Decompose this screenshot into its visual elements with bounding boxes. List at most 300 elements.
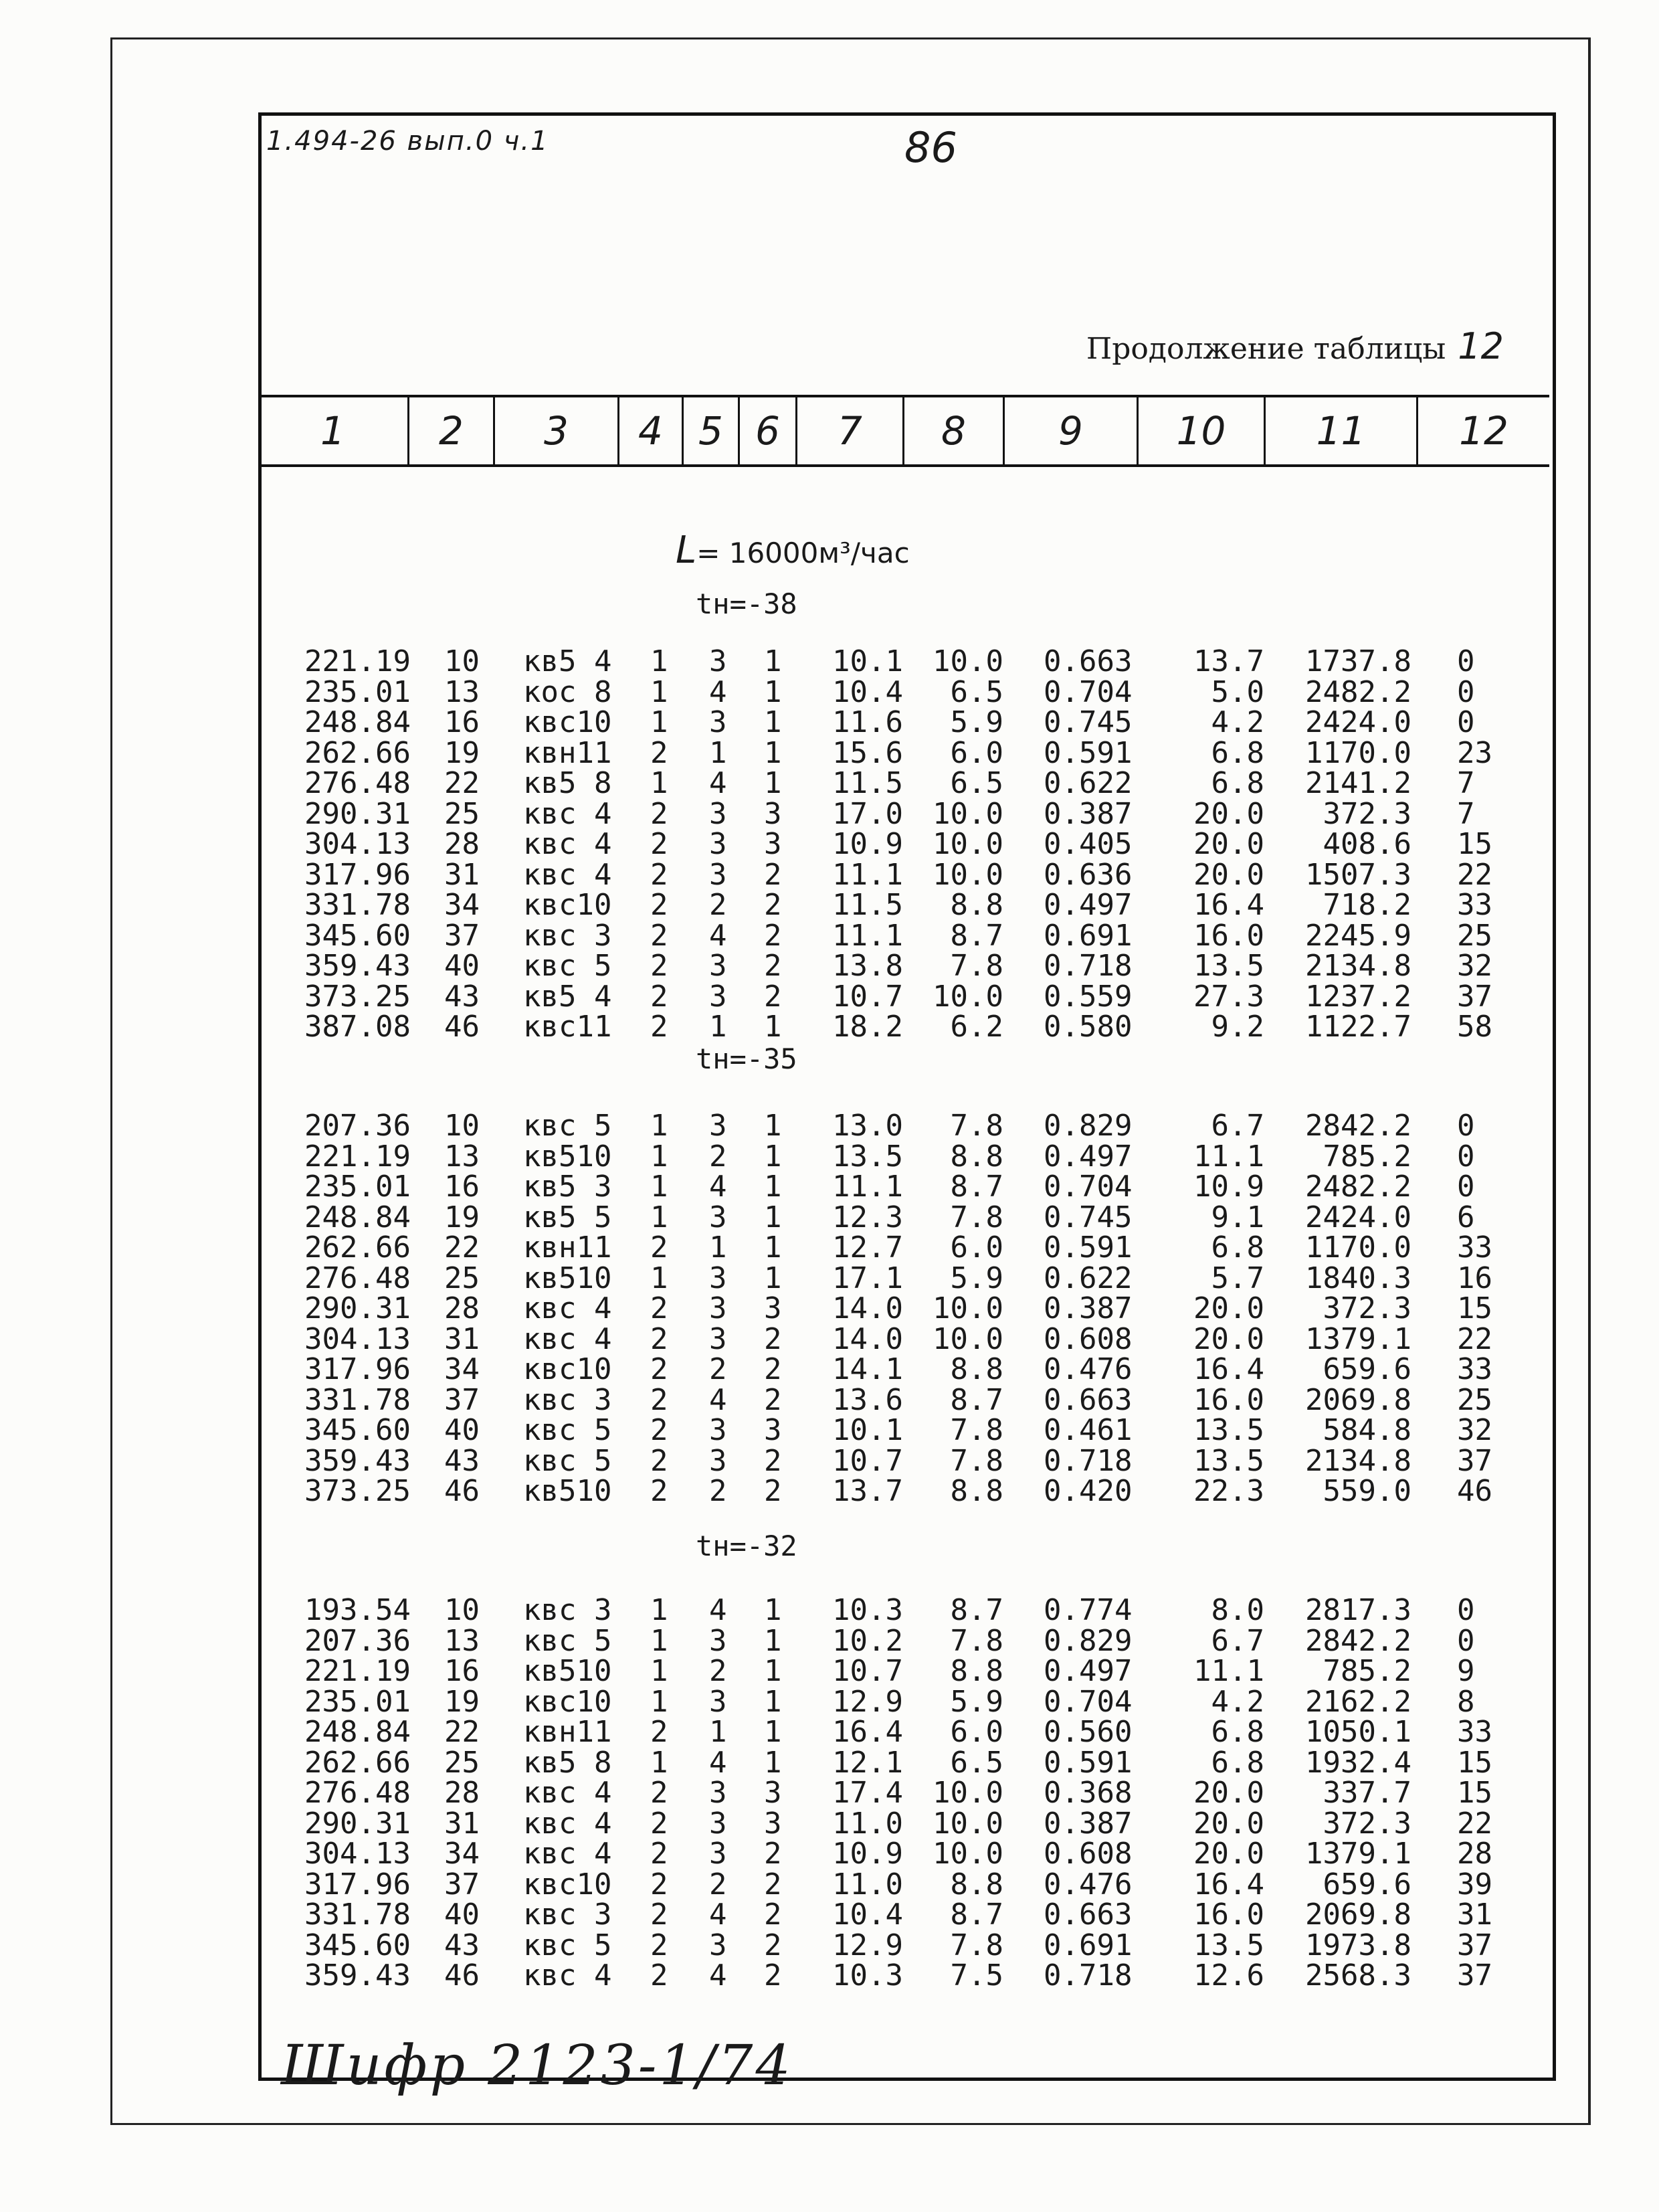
table-row: [0, 1778, 1659, 1809]
air-flow-label: [676, 529, 910, 572]
table-cell: 304.13: [304, 827, 411, 861]
table-cell: 0.691: [1044, 1928, 1133, 1962]
table-cell: 22: [444, 766, 480, 800]
table-cell: 2: [709, 1352, 727, 1386]
table-cell: 2: [764, 1474, 782, 1508]
table-cell: 16.4: [832, 1715, 903, 1749]
table-number: 12: [1458, 325, 1504, 367]
table-cell: 4.2: [1211, 705, 1264, 739]
table-cell: 0.497: [1044, 888, 1133, 922]
table-cell: 2: [764, 1928, 782, 1962]
table-cell: 4: [709, 1382, 727, 1417]
table-cell: 34: [444, 1837, 480, 1871]
table-cell: квс 4: [523, 1321, 612, 1356]
table-cell: 13.5: [832, 1139, 903, 1174]
table-cell: 0.704: [1044, 674, 1133, 709]
table-cell: 8.7: [950, 1382, 1003, 1417]
column-header: 6: [740, 397, 797, 464]
table-cell: 10.7: [832, 979, 903, 1014]
table-cell: 3: [709, 1928, 727, 1962]
table-cell: 2: [650, 888, 668, 922]
table-cell: 28: [444, 827, 480, 861]
table-cell: 2: [650, 1443, 668, 1478]
table-cell: 2141.2: [1305, 766, 1411, 800]
table-cell: 20.0: [1193, 1321, 1264, 1356]
table-cell: 0.368: [1044, 1776, 1133, 1810]
table-cell: 22: [1457, 1806, 1492, 1841]
table-cell: 2: [650, 1321, 668, 1356]
table-cell: 584.8: [1323, 1413, 1411, 1447]
table-cell: 1122.7: [1305, 1010, 1411, 1044]
table-cell: 37: [1457, 1443, 1492, 1478]
table-cell: 408.6: [1323, 827, 1411, 861]
table-cell: 16: [444, 1654, 480, 1688]
table-cell: 10.0: [933, 1776, 1003, 1810]
table-cell: 2069.8: [1305, 1898, 1411, 1932]
table-cell: 262.66: [304, 1745, 411, 1780]
table-cell: 0.663: [1044, 1382, 1133, 1417]
table-cell: 1237.2: [1305, 979, 1411, 1014]
table-cell: 16.0: [1193, 918, 1264, 953]
table-cell: 3: [764, 1776, 782, 1810]
table-cell: 718.2: [1323, 888, 1411, 922]
table-cell: 2817.3: [1305, 1593, 1411, 1627]
column-header: 2: [409, 397, 495, 464]
table-cell: 0.718: [1044, 1443, 1133, 1478]
table-cell: 0.829: [1044, 1109, 1133, 1143]
table-cell: 4: [709, 1593, 727, 1627]
table-cell: 8.7: [950, 1593, 1003, 1627]
table-cell: 25: [444, 1261, 480, 1295]
table-cell: 11.1: [832, 1170, 903, 1204]
table-cell: 221.19: [304, 1139, 411, 1174]
table-cell: квн11: [523, 1715, 612, 1749]
table-cell: 16.4: [1193, 1352, 1264, 1386]
table-row: [0, 1684, 1659, 1719]
table-row: [0, 768, 1659, 799]
table-cell: 7.8: [950, 949, 1003, 983]
table-cell: 0: [1457, 1623, 1475, 1658]
table-cell: 3: [709, 1200, 727, 1234]
table-cell: 11.0: [832, 1867, 903, 1902]
table-cell: 3: [709, 979, 727, 1014]
table-cell: 19: [444, 735, 480, 770]
table-cell: 13.5: [1193, 1928, 1264, 1962]
table-cell: квс 4: [523, 857, 612, 892]
table-cell: 10.2: [832, 1623, 903, 1658]
table-cell: 2134.8: [1305, 949, 1411, 983]
table-cell: 2069.8: [1305, 1382, 1411, 1417]
table-cell: 2: [764, 1321, 782, 1356]
table-cell: 20.0: [1193, 1291, 1264, 1325]
table-row: [0, 857, 1659, 892]
table-cell: 6.8: [1211, 1715, 1264, 1749]
table-cell: 0.387: [1044, 796, 1133, 831]
table-cell: 1: [764, 1593, 782, 1627]
table-cell: 5.9: [950, 1261, 1003, 1295]
table-cell: 1: [764, 674, 782, 709]
table-cell: 2: [709, 1474, 727, 1508]
table-cell: 3: [709, 949, 727, 983]
table-cell: 221.19: [304, 644, 411, 678]
table-cell: 1: [650, 1593, 668, 1627]
table-cell: 10.3: [832, 1593, 903, 1627]
table-cell: 1: [764, 1623, 782, 1658]
table-cell: квс 4: [523, 1806, 612, 1841]
table-row: [0, 1839, 1659, 1869]
table-cell: 12.9: [832, 1928, 903, 1962]
table-cell: 0.591: [1044, 1230, 1133, 1265]
table-cell: 25: [1457, 918, 1492, 953]
table-cell: 317.96: [304, 1867, 411, 1902]
table-cell: кв5 3: [523, 1170, 612, 1204]
table-cell: 1: [650, 1109, 668, 1143]
table-cell: 16: [444, 705, 480, 739]
table-cell: 0.745: [1044, 705, 1133, 739]
table-cell: 3: [709, 1321, 727, 1356]
table-cell: 1170.0: [1305, 735, 1411, 770]
table-cell: 19: [444, 1684, 480, 1719]
table-cell: 0.405: [1044, 827, 1133, 861]
table-row: [0, 1382, 1659, 1417]
table-cell: 2: [764, 1958, 782, 1993]
table-cell: 23: [1457, 735, 1492, 770]
table-cell: 7.8: [950, 1443, 1003, 1478]
table-cell: 20.0: [1193, 796, 1264, 831]
table-cell: квс 5: [523, 949, 612, 983]
table-cell: 276.48: [304, 1261, 411, 1295]
table-cell: 0.591: [1044, 735, 1133, 770]
table-cell: 0.718: [1044, 1958, 1133, 1993]
table-cell: 785.2: [1323, 1654, 1411, 1688]
table-cell: 17.1: [832, 1261, 903, 1295]
table-cell: 3: [709, 1806, 727, 1841]
table-cell: 7: [1457, 796, 1475, 831]
table-cell: 11.1: [832, 857, 903, 892]
table-cell: 20.0: [1193, 1837, 1264, 1871]
table-cell: 6.7: [1211, 1109, 1264, 1143]
table-cell: 10.0: [933, 796, 1003, 831]
table-cell: 10.1: [832, 644, 903, 678]
table-cell: 1: [764, 1715, 782, 1749]
table-cell: квс 5: [523, 1443, 612, 1478]
table-cell: квс 4: [523, 796, 612, 831]
table-cell: 32: [1457, 949, 1492, 983]
table-row: [0, 1623, 1659, 1658]
column-header: 1: [258, 397, 409, 464]
table-cell: 2: [709, 1867, 727, 1902]
table-cell: кв5 8: [523, 766, 612, 800]
table-cell: 37: [444, 918, 480, 953]
table-cell: 13.5: [1193, 949, 1264, 983]
table-row: [0, 1717, 1659, 1748]
table-row: [0, 1202, 1659, 1233]
table-cell: кв5 4: [523, 644, 612, 678]
column-header: 10: [1139, 397, 1266, 464]
table-cell: 1: [764, 1261, 782, 1295]
table-cell: 317.96: [304, 1352, 411, 1386]
table-cell: 0.622: [1044, 1261, 1133, 1295]
table-cell: 13.8: [832, 949, 903, 983]
table-cell: 3: [709, 1261, 727, 1295]
table-cell: 3: [709, 1413, 727, 1447]
table-cell: квс10: [523, 1867, 612, 1902]
table-cell: 8.7: [950, 1898, 1003, 1932]
table-cell: 1: [650, 1139, 668, 1174]
table-cell: 8.7: [950, 1170, 1003, 1204]
table-cell: 2: [764, 857, 782, 892]
table-cell: квс10: [523, 705, 612, 739]
table-cell: 193.54: [304, 1593, 411, 1627]
table-cell: 0.718: [1044, 949, 1133, 983]
table-cell: квс 3: [523, 1382, 612, 1417]
table-cell: 0.691: [1044, 918, 1133, 953]
table-cell: 2: [764, 1382, 782, 1417]
table-cell: 10.9: [1193, 1170, 1264, 1204]
table-cell: 14.1: [832, 1352, 903, 1386]
table-cell: 331.78: [304, 888, 411, 922]
table-cell: 11.5: [832, 888, 903, 922]
section-title: tн=-32: [696, 1530, 797, 1562]
continuation-label: Продолжение таблицы: [1086, 332, 1446, 366]
table-cell: 7.5: [950, 1958, 1003, 1993]
table-cell: 2482.2: [1305, 674, 1411, 709]
table-cell: 16.4: [1193, 888, 1264, 922]
table-cell: 10: [444, 1593, 480, 1627]
table-cell: 221.19: [304, 1654, 411, 1688]
table-cell: 6.0: [950, 1230, 1003, 1265]
table-cell: 2: [650, 1715, 668, 1749]
table-cell: 1: [764, 1170, 782, 1204]
table-cell: 8.8: [950, 1139, 1003, 1174]
flow-value: = 16000м³/час: [696, 537, 910, 569]
table-cell: 0.663: [1044, 644, 1133, 678]
table-cell: 0.774: [1044, 1593, 1133, 1627]
table-cell: 2: [650, 827, 668, 861]
table-cell: 0.636: [1044, 857, 1133, 892]
table-cell: 6.5: [950, 766, 1003, 800]
table-cell: 359.43: [304, 1958, 411, 1993]
table-cell: 0.663: [1044, 1898, 1133, 1932]
table-cell: кв510: [523, 1654, 612, 1688]
table-cell: 10.4: [832, 674, 903, 709]
table-cell: 6: [1457, 1200, 1475, 1234]
table-cell: 3: [709, 857, 727, 892]
table-cell: 0: [1457, 674, 1475, 709]
table-cell: 6.5: [950, 674, 1003, 709]
table-cell: 1: [650, 1745, 668, 1780]
table-row: [0, 1869, 1659, 1900]
table-cell: 43: [444, 1443, 480, 1478]
table-cell: 40: [444, 1898, 480, 1932]
table-cell: 28: [444, 1291, 480, 1325]
table-cell: 2: [709, 1654, 727, 1688]
table-cell: квс 4: [523, 1958, 612, 1993]
table-cell: 304.13: [304, 1321, 411, 1356]
table-cell: кос 8: [523, 674, 612, 709]
table-cell: 14.0: [832, 1291, 903, 1325]
table-cell: 16: [1457, 1261, 1492, 1295]
table-cell: 2: [650, 735, 668, 770]
table-cell: 0.497: [1044, 1139, 1133, 1174]
table-cell: 2: [650, 1776, 668, 1810]
table-cell: квн11: [523, 1230, 612, 1265]
table-cell: 9.2: [1211, 1010, 1264, 1044]
table-cell: 345.60: [304, 1928, 411, 1962]
table-cell: квс11: [523, 1010, 612, 1044]
table-cell: 2: [650, 1928, 668, 1962]
table-cell: 28: [444, 1776, 480, 1810]
table-cell: 46: [444, 1474, 480, 1508]
table-cell: 5.9: [950, 705, 1003, 739]
column-header: 8: [904, 397, 1005, 464]
table-cell: квс10: [523, 1352, 612, 1386]
table-cell: 0.622: [1044, 766, 1133, 800]
table-row: [0, 1415, 1659, 1446]
table-cell: 1: [709, 735, 727, 770]
table-cell: 13.7: [832, 1474, 903, 1508]
table-cell: 2: [764, 949, 782, 983]
table-cell: квн11: [523, 735, 612, 770]
table-cell: 2: [764, 1352, 782, 1386]
column-header: 12: [1459, 408, 1508, 454]
table-cell: 15.6: [832, 735, 903, 770]
table-cell: квс 3: [523, 1593, 612, 1627]
table-row: [0, 1656, 1659, 1687]
table-cell: 2: [764, 979, 782, 1014]
table-cell: 6.8: [1211, 735, 1264, 770]
table-row: [0, 829, 1659, 860]
table-continuation-title: [1086, 325, 1504, 367]
table-cell: 1: [764, 1654, 782, 1688]
table-row: [0, 1806, 1659, 1841]
table-cell: 2: [709, 1139, 727, 1174]
table-cell: 0.476: [1044, 1352, 1133, 1386]
table-row: [0, 918, 1659, 953]
table-cell: 207.36: [304, 1623, 411, 1658]
table-cell: 7.8: [950, 1200, 1003, 1234]
table-cell: 4: [709, 1745, 727, 1780]
table-cell: 2: [650, 1010, 668, 1044]
table-cell: 13: [444, 674, 480, 709]
table-cell: 28: [1457, 1837, 1492, 1871]
table-cell: 1932.4: [1305, 1745, 1411, 1780]
table-cell: 3: [709, 796, 727, 831]
table-cell: 345.60: [304, 918, 411, 953]
table-cell: 7.8: [950, 1928, 1003, 1962]
table-cell: 10: [444, 644, 480, 678]
table-cell: 337.7: [1323, 1776, 1411, 1810]
table-cell: 8.0: [1211, 1593, 1264, 1627]
table-cell: 12.7: [832, 1230, 903, 1265]
table-cell: 1379.1: [1305, 1321, 1411, 1356]
table-cell: 2: [650, 1291, 668, 1325]
table-cell: 0.559: [1044, 979, 1133, 1014]
table-cell: кв5 8: [523, 1745, 612, 1780]
table-cell: 359.43: [304, 949, 411, 983]
section-title: tн=-35: [696, 1042, 797, 1075]
table-cell: 1379.1: [1305, 1837, 1411, 1871]
table-cell: 11.0: [832, 1806, 903, 1841]
table-cell: 12.1: [832, 1745, 903, 1780]
table-cell: 20.0: [1193, 857, 1264, 892]
table-cell: 235.01: [304, 674, 411, 709]
table-cell: 9: [1457, 1654, 1475, 1688]
table-cell: 372.3: [1323, 796, 1411, 831]
table-cell: 4: [709, 766, 727, 800]
table-cell: 1: [764, 766, 782, 800]
table-cell: 359.43: [304, 1443, 411, 1478]
table-cell: 1: [709, 1230, 727, 1265]
table-cell: 10.0: [933, 1837, 1003, 1871]
table-cell: 1: [709, 1715, 727, 1749]
table-cell: 8.8: [950, 1867, 1003, 1902]
table-cell: 0.829: [1044, 1623, 1133, 1658]
table-cell: 12.3: [832, 1200, 903, 1234]
table-cell: 4: [709, 918, 727, 953]
table-cell: 10.0: [933, 1291, 1003, 1325]
table-cell: 15: [1457, 1291, 1492, 1325]
table-cell: 8.8: [950, 888, 1003, 922]
table-cell: 1: [764, 1230, 782, 1265]
table-cell: 1973.8: [1305, 1928, 1411, 1962]
table-cell: 7.8: [950, 1623, 1003, 1658]
table-cell: 33: [1457, 1715, 1492, 1749]
table-cell: 20.0: [1193, 1776, 1264, 1810]
table-cell: 0.608: [1044, 1321, 1133, 1356]
table-cell: 22: [444, 1230, 480, 1265]
table-cell: квс 5: [523, 1928, 612, 1962]
table-cell: 12.6: [1193, 1958, 1264, 1993]
table-row: [0, 646, 1659, 677]
table-cell: 2162.2: [1305, 1684, 1411, 1719]
table-cell: 46: [1457, 1474, 1492, 1508]
column-header-row: [258, 395, 1549, 467]
table-cell: 2482.2: [1305, 1170, 1411, 1204]
table-cell: 4: [709, 1958, 727, 1993]
table-cell: 0.476: [1044, 1867, 1133, 1902]
table-cell: 9.1: [1211, 1200, 1264, 1234]
table-row: [0, 1012, 1659, 1042]
table-cell: 785.2: [1323, 1139, 1411, 1174]
table-cell: 3: [709, 1443, 727, 1478]
table-cell: 6.2: [950, 1010, 1003, 1044]
column-header: 5: [684, 397, 740, 464]
table-cell: 11.1: [1193, 1654, 1264, 1688]
table-cell: 2245.9: [1305, 918, 1411, 953]
table-cell: 1050.1: [1305, 1715, 1411, 1749]
column-header: 7: [797, 397, 904, 464]
table-cell: 5.0: [1211, 674, 1264, 709]
table-cell: 37: [1457, 1928, 1492, 1962]
table-cell: 13.0: [832, 1109, 903, 1143]
table-cell: квс 4: [523, 1837, 612, 1871]
table-cell: 6.8: [1211, 766, 1264, 800]
table-cell: 4: [709, 674, 727, 709]
table-cell: 207.36: [304, 1109, 411, 1143]
table-cell: 290.31: [304, 1806, 411, 1841]
table-cell: 15: [1457, 1745, 1492, 1780]
table-cell: 0.420: [1044, 1474, 1133, 1508]
table-cell: 1: [650, 644, 668, 678]
table-cell: 37: [444, 1867, 480, 1902]
table-cell: 3: [764, 796, 782, 831]
table-cell: 0: [1457, 644, 1475, 678]
table-cell: 659.6: [1323, 1867, 1411, 1902]
table-cell: 3: [764, 827, 782, 861]
table-row: [0, 707, 1659, 738]
table-cell: 1840.3: [1305, 1261, 1411, 1295]
